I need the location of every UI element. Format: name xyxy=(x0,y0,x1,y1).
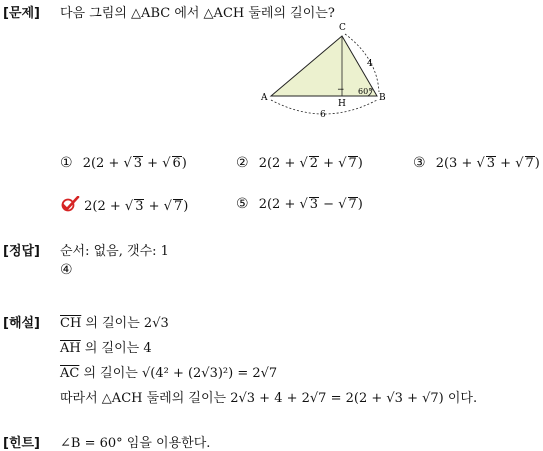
segment-ch: $\overline{CH}$ xyxy=(60,316,82,331)
foot-h: H xyxy=(338,99,346,109)
choice-1-expr: 2(2 + √ 3 + √ 6) xyxy=(82,156,187,171)
vertex-a: A xyxy=(261,93,268,103)
choice-2-number: ② xyxy=(236,155,249,171)
answer-line-2: ④ xyxy=(60,262,73,278)
answer-line-1: 순서: 없음, 갯수: 1 xyxy=(60,244,169,259)
label-bc: 4 xyxy=(367,59,373,69)
explanation-line-3 xyxy=(60,362,277,381)
label-ab: 6 xyxy=(320,110,326,120)
choice-3[interactable] xyxy=(413,155,540,171)
label-tick: − xyxy=(337,85,345,95)
segment-ah: $\overline{AH}$ xyxy=(60,341,81,356)
vertex-b: B xyxy=(379,93,386,103)
answer-label: [정답] xyxy=(3,244,40,259)
choice-5-number: ⑤ xyxy=(236,196,249,212)
explanation-label: [해설] xyxy=(3,316,40,331)
choice-2-expr: 2(2 + √ 2 + √ 7) xyxy=(258,156,363,171)
label-angle-b: 60° xyxy=(358,87,373,96)
explanation-line-1-text: 의 길이는 2√3 xyxy=(81,316,169,331)
problem-question: 다음 그림의 △ABC 에서 △ACH 둘레의 길이는? xyxy=(60,6,335,21)
explanation-line-4: 따라서 △ACH 둘레의 길이는 2√3 + 4 + 2√7 = 2(2 + √3 + √7) 이다. xyxy=(60,391,478,406)
choice-4-expr: 2(2 + √ 3 + √ 7) xyxy=(84,199,189,214)
triangle-figure xyxy=(255,20,395,122)
hint-text: ∠B = 60° 임을 이용한다. xyxy=(60,436,211,451)
choice-1[interactable] xyxy=(60,155,187,171)
explanation-line-2-text: 의 길이는 4 xyxy=(80,341,152,356)
segment-ac: $\overline{AC}$ xyxy=(60,366,80,381)
choice-5[interactable] xyxy=(236,196,363,212)
explanation-line-3-text: 의 길이는 √(4² + (2√3)²) = 2√7 xyxy=(79,366,278,381)
choice-3-number: ③ xyxy=(413,155,426,171)
hint-label: [힌트] xyxy=(3,436,40,451)
choice-3-expr: 2(3 + √ 3 + √ 7) xyxy=(435,156,540,171)
explanation-line-1 xyxy=(60,312,169,331)
checkmark-icon xyxy=(60,196,80,212)
problem-label: [문제] xyxy=(3,6,40,21)
choice-5-expr: 2(2 + √ 3 − √ 7) xyxy=(258,197,363,212)
vertex-c: C xyxy=(339,23,346,33)
choice-1-number: ① xyxy=(60,155,73,171)
explanation-line-2 xyxy=(60,337,152,356)
choice-2[interactable] xyxy=(236,155,363,171)
choice-4[interactable] xyxy=(60,196,188,214)
